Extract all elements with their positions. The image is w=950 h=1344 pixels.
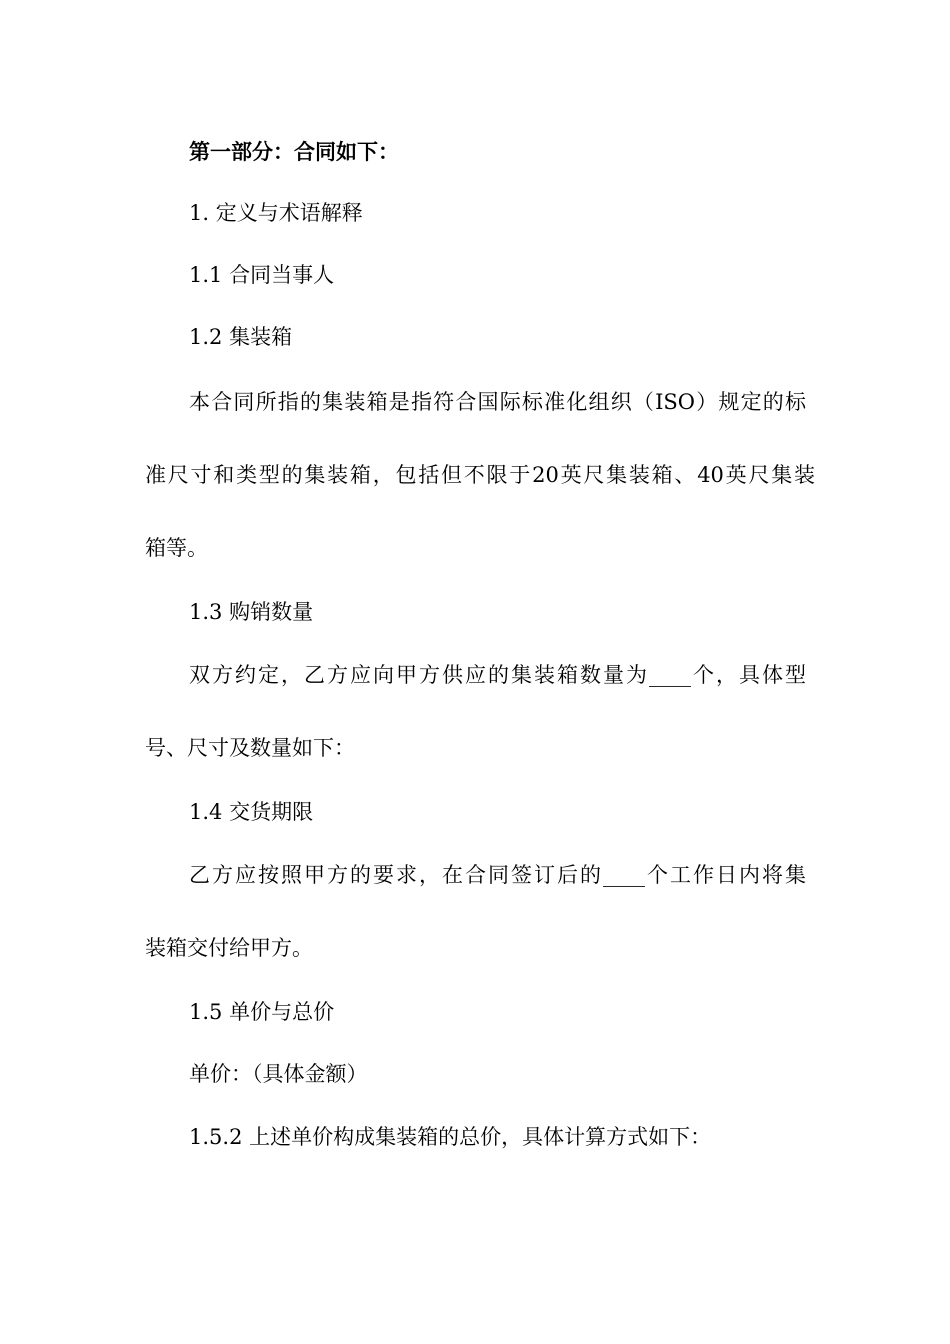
paragraph-1-line-1: 本合同所指的集装箱是指符合国际标准化组织（ISO）规定的标 [189, 390, 806, 414]
part-heading: 第一部分：合同如下： [189, 139, 399, 164]
paragraph-3-line-2: 装箱交付给甲方。 [145, 936, 313, 960]
paragraph-3-line-1: 乙方应按照甲方的要求，在合同签订后的____个工作日内将集 [189, 863, 806, 887]
section-1-title: 1. 定义与术语解释 [189, 201, 363, 225]
section-1-2-title: 1.2 集装箱 [189, 325, 293, 349]
paragraph-1-line-2: 准尺寸和类型的集装箱，包括但不限于20英尺集装箱、40英尺集装 [145, 463, 815, 487]
paragraph-2-line-1: 双方约定，乙方应向甲方供应的集装箱数量为____个，具体型 [189, 663, 806, 687]
section-1-4-title: 1.4 交货期限 [189, 800, 314, 824]
section-1-3-title: 1.3 购销数量 [189, 600, 314, 624]
section-1-5-2-title: 1.5.2 上述单价构成集装箱的总价，具体计算方式如下： [189, 1125, 712, 1149]
section-1-5-title: 1.5 单价与总价 [189, 1000, 335, 1024]
paragraph-1-line-3: 箱等。 [145, 536, 208, 560]
unit-price-line: 单价：（具体金额） [189, 1062, 368, 1086]
section-1-1-title: 1.1 合同当事人 [189, 263, 335, 287]
paragraph-2-line-2: 号、尺寸及数量如下： [145, 736, 355, 760]
